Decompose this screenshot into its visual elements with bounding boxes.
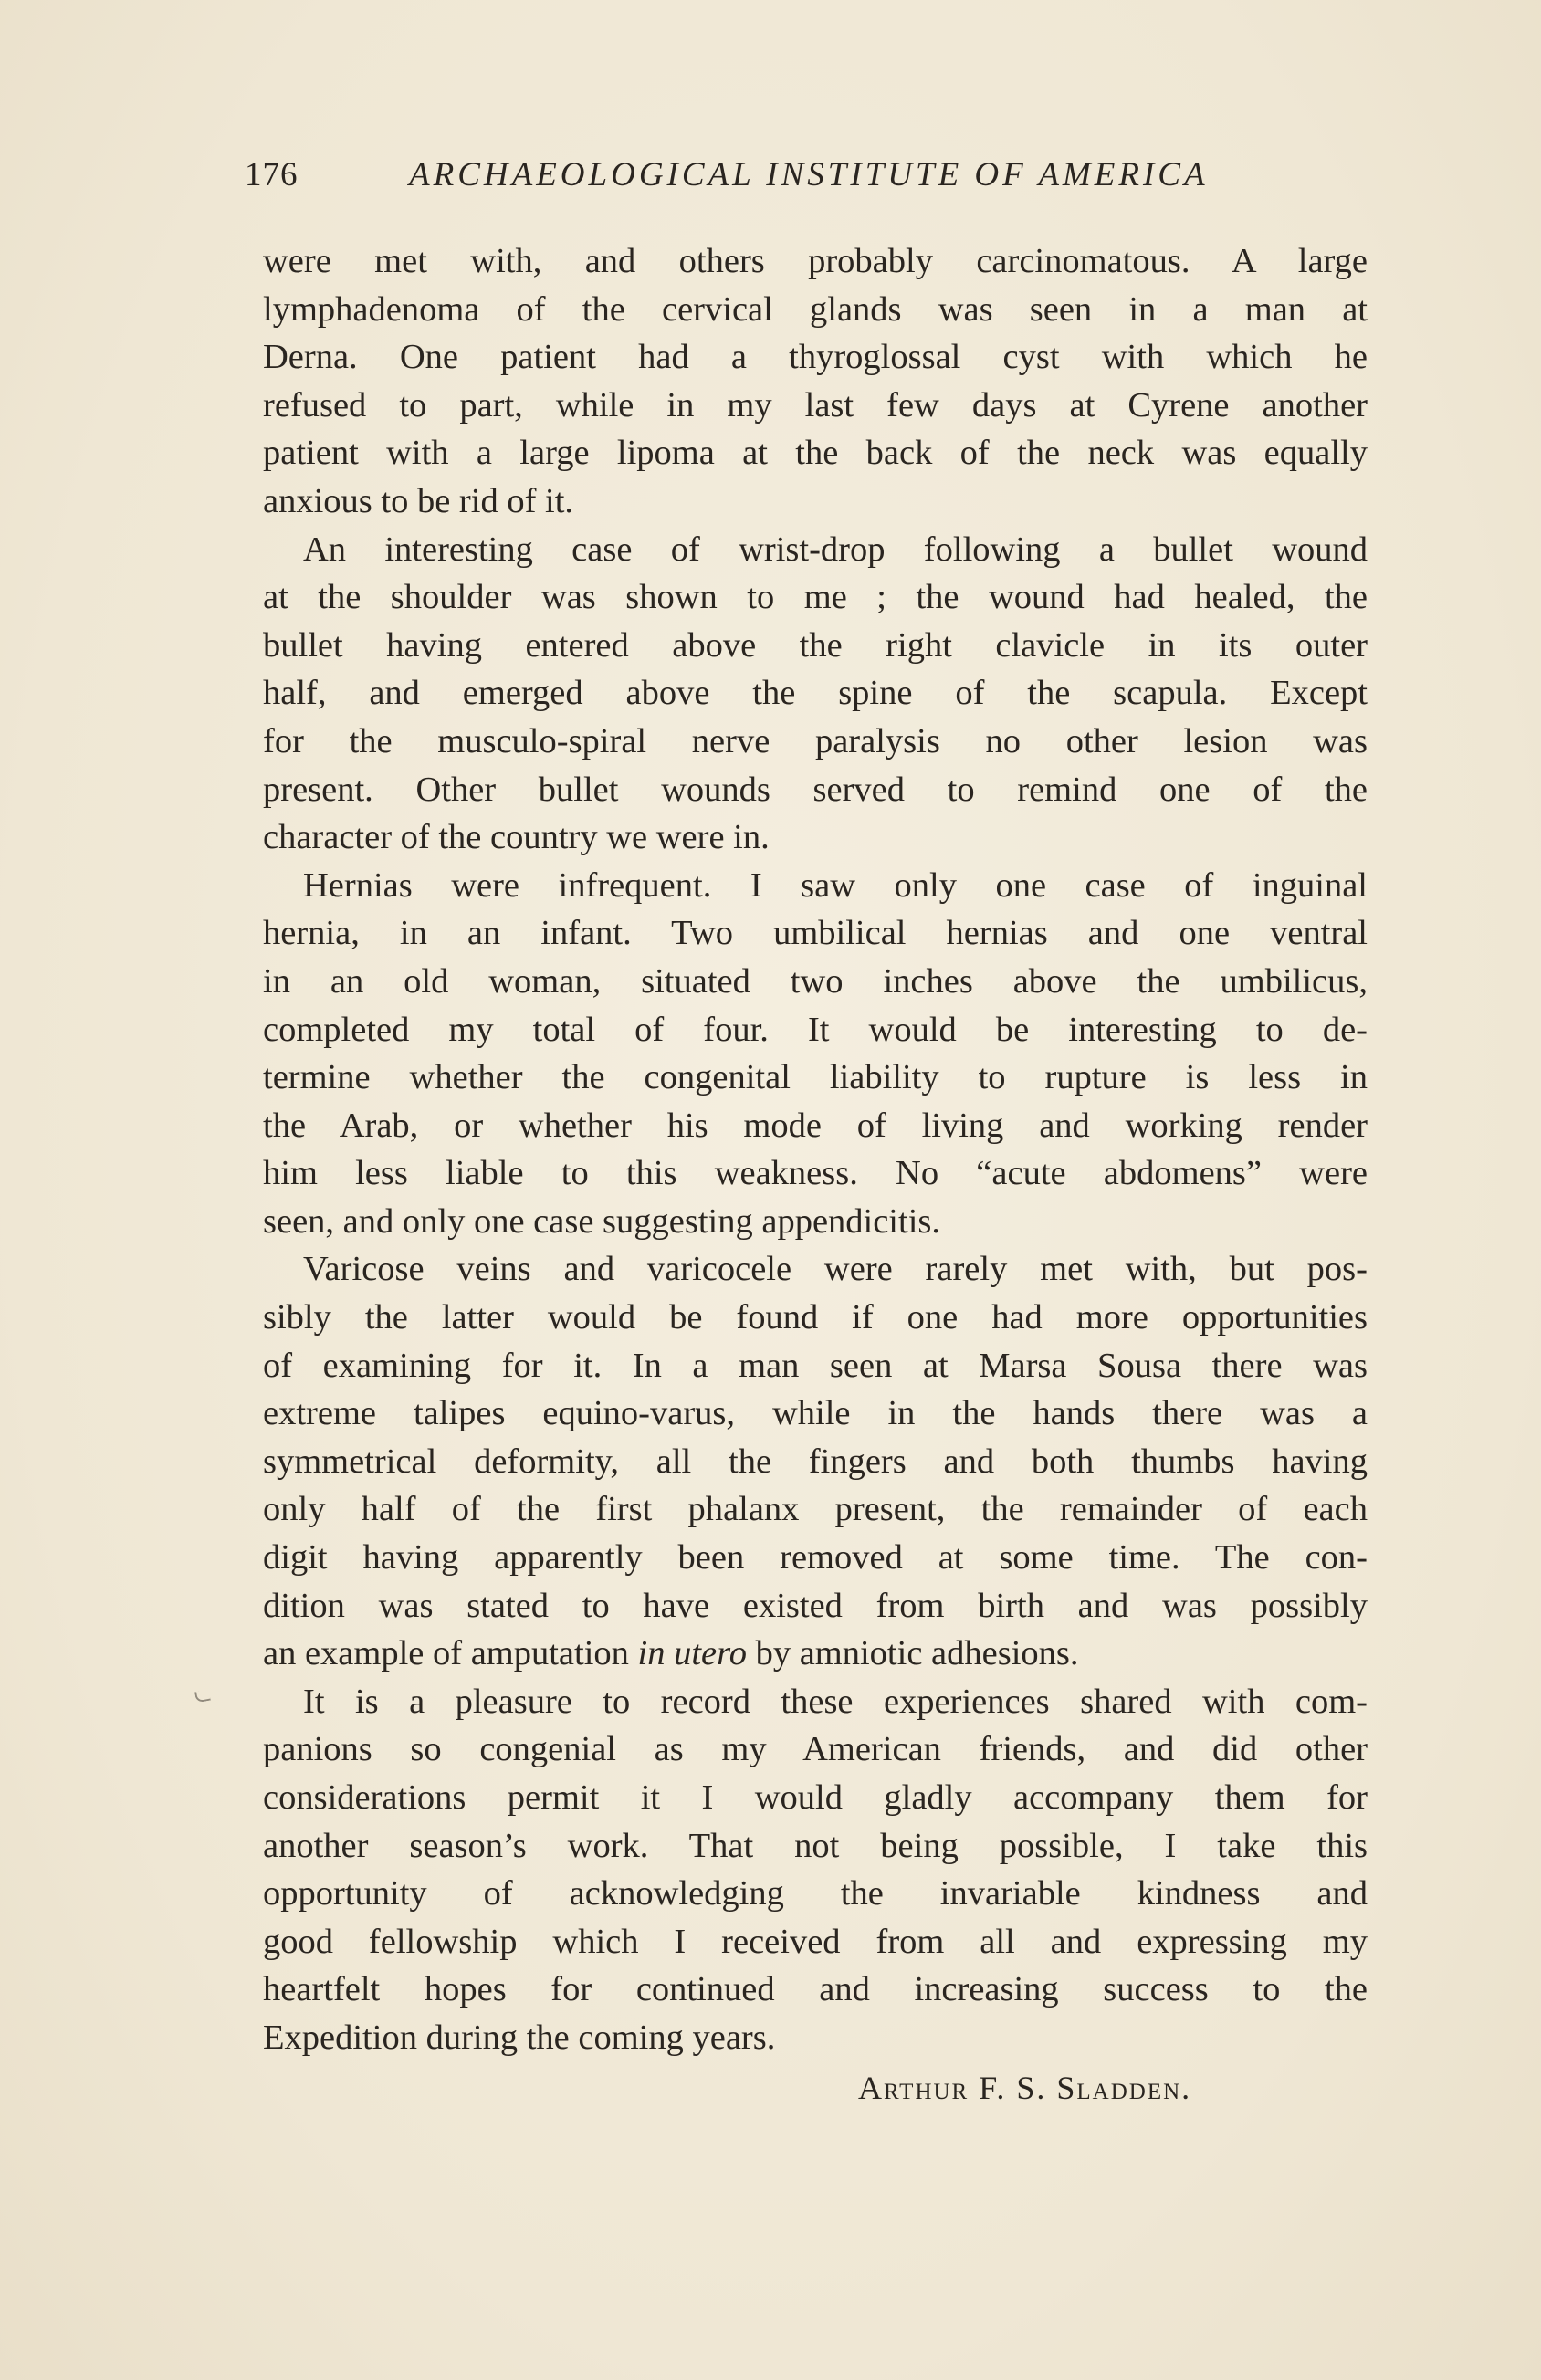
text-line: Hernias were infrequent. I saw only one case of inguinal bbox=[303, 865, 1368, 905]
text-line: lymphadenoma of the cervical glands was seen in a man at bbox=[263, 289, 1368, 329]
text-line: heartfelt hopes for continued and increasing success to the bbox=[263, 1970, 1368, 2009]
text-line: panions so congenial as my American friends, and did other bbox=[263, 1730, 1368, 1769]
text-line: hernia, in an infant. Two umbilical hernias and one ventral bbox=[263, 914, 1368, 953]
text-line: patient with a large lipoma at the back of the neck was equally bbox=[263, 434, 1368, 473]
paragraph bbox=[263, 1245, 1368, 1677]
text-line: were met with, and others probably carcinomatous. A large bbox=[263, 242, 1368, 280]
text-line: half, and emerged above the spine of the scapula. Except bbox=[263, 674, 1368, 713]
author-signature: Arthur F. S. Sladden. bbox=[858, 2070, 1192, 2106]
text-line: symmetrical deformity, all the fingers and both thumbs having bbox=[263, 1442, 1368, 1481]
text-line: the Arab, or whether his mode of living and working render bbox=[263, 1106, 1368, 1145]
text-line: present. Other bullet wounds served to remind one of the bbox=[263, 770, 1368, 809]
text-line: digit having apparently been removed at some time. The con- bbox=[263, 1538, 1368, 1578]
paragraph bbox=[263, 237, 1368, 526]
margin-mark bbox=[194, 1690, 211, 1704]
running-title: ARCHAEOLOGICAL INSTITUTE OF AMERICA bbox=[409, 156, 1209, 194]
text-line: him less liable to this weakness. No “acute abdomens” were bbox=[263, 1154, 1368, 1193]
paragraph bbox=[263, 862, 1368, 1246]
text-line: opportunity of acknowledging the invariable kindness and bbox=[263, 1874, 1368, 1913]
text-line: character of the country we were in. bbox=[263, 818, 770, 857]
text-line: Derna. One patient had a thyroglossal cyst with which he bbox=[263, 338, 1368, 377]
text-line: only half of the first phalanx present, the remainder of each bbox=[263, 1490, 1368, 1529]
paragraph bbox=[263, 1678, 1368, 2062]
running-head bbox=[245, 155, 1313, 201]
paragraph bbox=[263, 526, 1368, 862]
page-number: 176 bbox=[245, 156, 299, 194]
text-line: in an old woman, situated two inches above the umbilicus, bbox=[263, 961, 1368, 1001]
text-line: anxious to be rid of it. bbox=[263, 481, 574, 520]
text-line: for the musculo-spiral nerve paralysis no other lesion was bbox=[263, 721, 1368, 760]
text-line: sibly the latter would be found if one had more opportunities bbox=[263, 1298, 1368, 1337]
text-line: seen, and only one case suggesting appendicitis. bbox=[263, 1201, 941, 1241]
text-line: completed my total of four. It would be interesting to de- bbox=[263, 1010, 1368, 1049]
text-line: of examining for it. In a man seen at Marsa Sousa there was bbox=[263, 1346, 1368, 1385]
text-line: It is a pleasure to record these experiences shared with com- bbox=[303, 1682, 1368, 1721]
latin-phrase: in utero bbox=[637, 1634, 747, 1673]
text-line: Expedition during the coming years. bbox=[263, 2018, 776, 2057]
text-line: considerations permit it I would gladly accompany them for bbox=[263, 1778, 1368, 1817]
text-line: good fellowship which I received from all and expressing my bbox=[263, 1922, 1368, 1961]
text-line: extreme talipes equino-varus, while in the hands there was a bbox=[263, 1394, 1368, 1433]
text-line: an example of amputation in utero by amniotic adhesions. bbox=[263, 1634, 1079, 1673]
text-line: another season’s work. That not being possible, I take this bbox=[263, 1826, 1368, 1865]
text-line: refused to part, while in my last few days at Cyrene another bbox=[263, 385, 1368, 425]
text-line: at the shoulder was shown to me ; the wound had healed, the bbox=[263, 578, 1368, 617]
text-line: An interesting case of wrist-drop following a bullet wound bbox=[303, 529, 1368, 569]
text-line: dition was stated to have existed from birth and was possibly bbox=[263, 1586, 1368, 1625]
body-text bbox=[263, 237, 1368, 2062]
text-line: Varicose veins and varicocele were rarely met with, but pos- bbox=[303, 1250, 1368, 1289]
text-line: termine whether the congenital liability to rupture is less in bbox=[263, 1058, 1368, 1097]
text-line: bullet having entered above the right clavicle in its outer bbox=[263, 625, 1368, 665]
